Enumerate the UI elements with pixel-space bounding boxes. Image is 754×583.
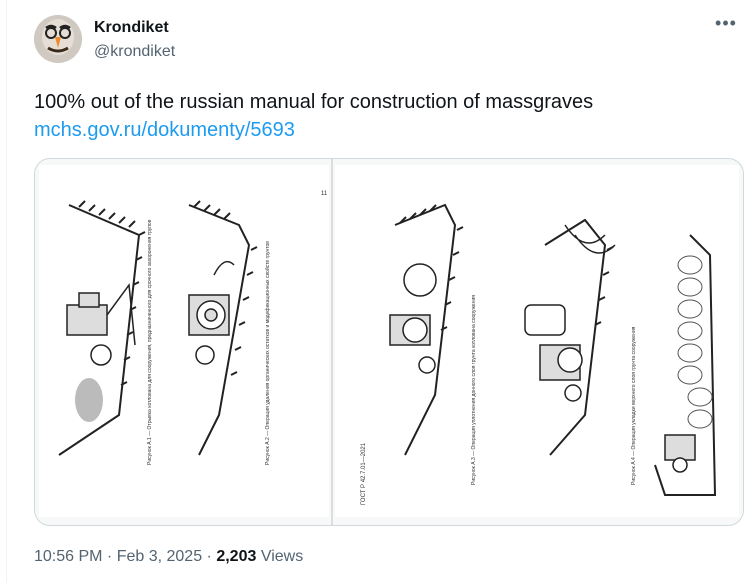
tweet-media[interactable] (34, 158, 744, 526)
tweet-date[interactable]: Feb 3, 2025 (116, 548, 203, 565)
page-divider (331, 159, 333, 525)
views-label: Views (256, 548, 304, 565)
separator: · (102, 548, 117, 565)
page-number: 11 (321, 191, 328, 197)
tweet-text: 100% out of the russian manual for construction of massgraves (34, 91, 594, 113)
tweet-link[interactable]: mchs.gov.ru/dokumenty/5693 (34, 119, 295, 141)
avatar-image (34, 15, 82, 63)
views-count: 2,203 (216, 548, 257, 565)
caption-3: Рисунок А.3 — Операция уплотнения донного слоя грунта котлована сооружения (471, 295, 477, 485)
separator: · (202, 548, 217, 565)
manual-page-right (335, 165, 739, 517)
caption-1: Рисунок А.1 — Отрывка котлована для сооружения, предназначенного для срочного захоронения трупов (147, 219, 153, 465)
timeline-border (6, 0, 7, 583)
tweet-time[interactable]: 10:56 PM (34, 548, 103, 565)
doc-code: ГОСТ Р 42.7.01—2021 (361, 442, 367, 505)
tweet-header (34, 15, 744, 71)
caption-4: Рисунок А.4 — Операция укладки верхнего слоя грунта сооружения (631, 326, 637, 485)
more-icon[interactable]: ••• (715, 13, 737, 33)
user-handle[interactable]: @krondiket (94, 43, 176, 60)
tweet-meta (34, 548, 303, 566)
avatar[interactable] (34, 15, 82, 63)
user-name[interactable]: Krondiket (94, 19, 169, 36)
caption-2: Рисунок А.2 — Операция удаления органических остатков и модификационных свойств грунтов (265, 241, 271, 465)
manual-page-left (39, 165, 329, 517)
